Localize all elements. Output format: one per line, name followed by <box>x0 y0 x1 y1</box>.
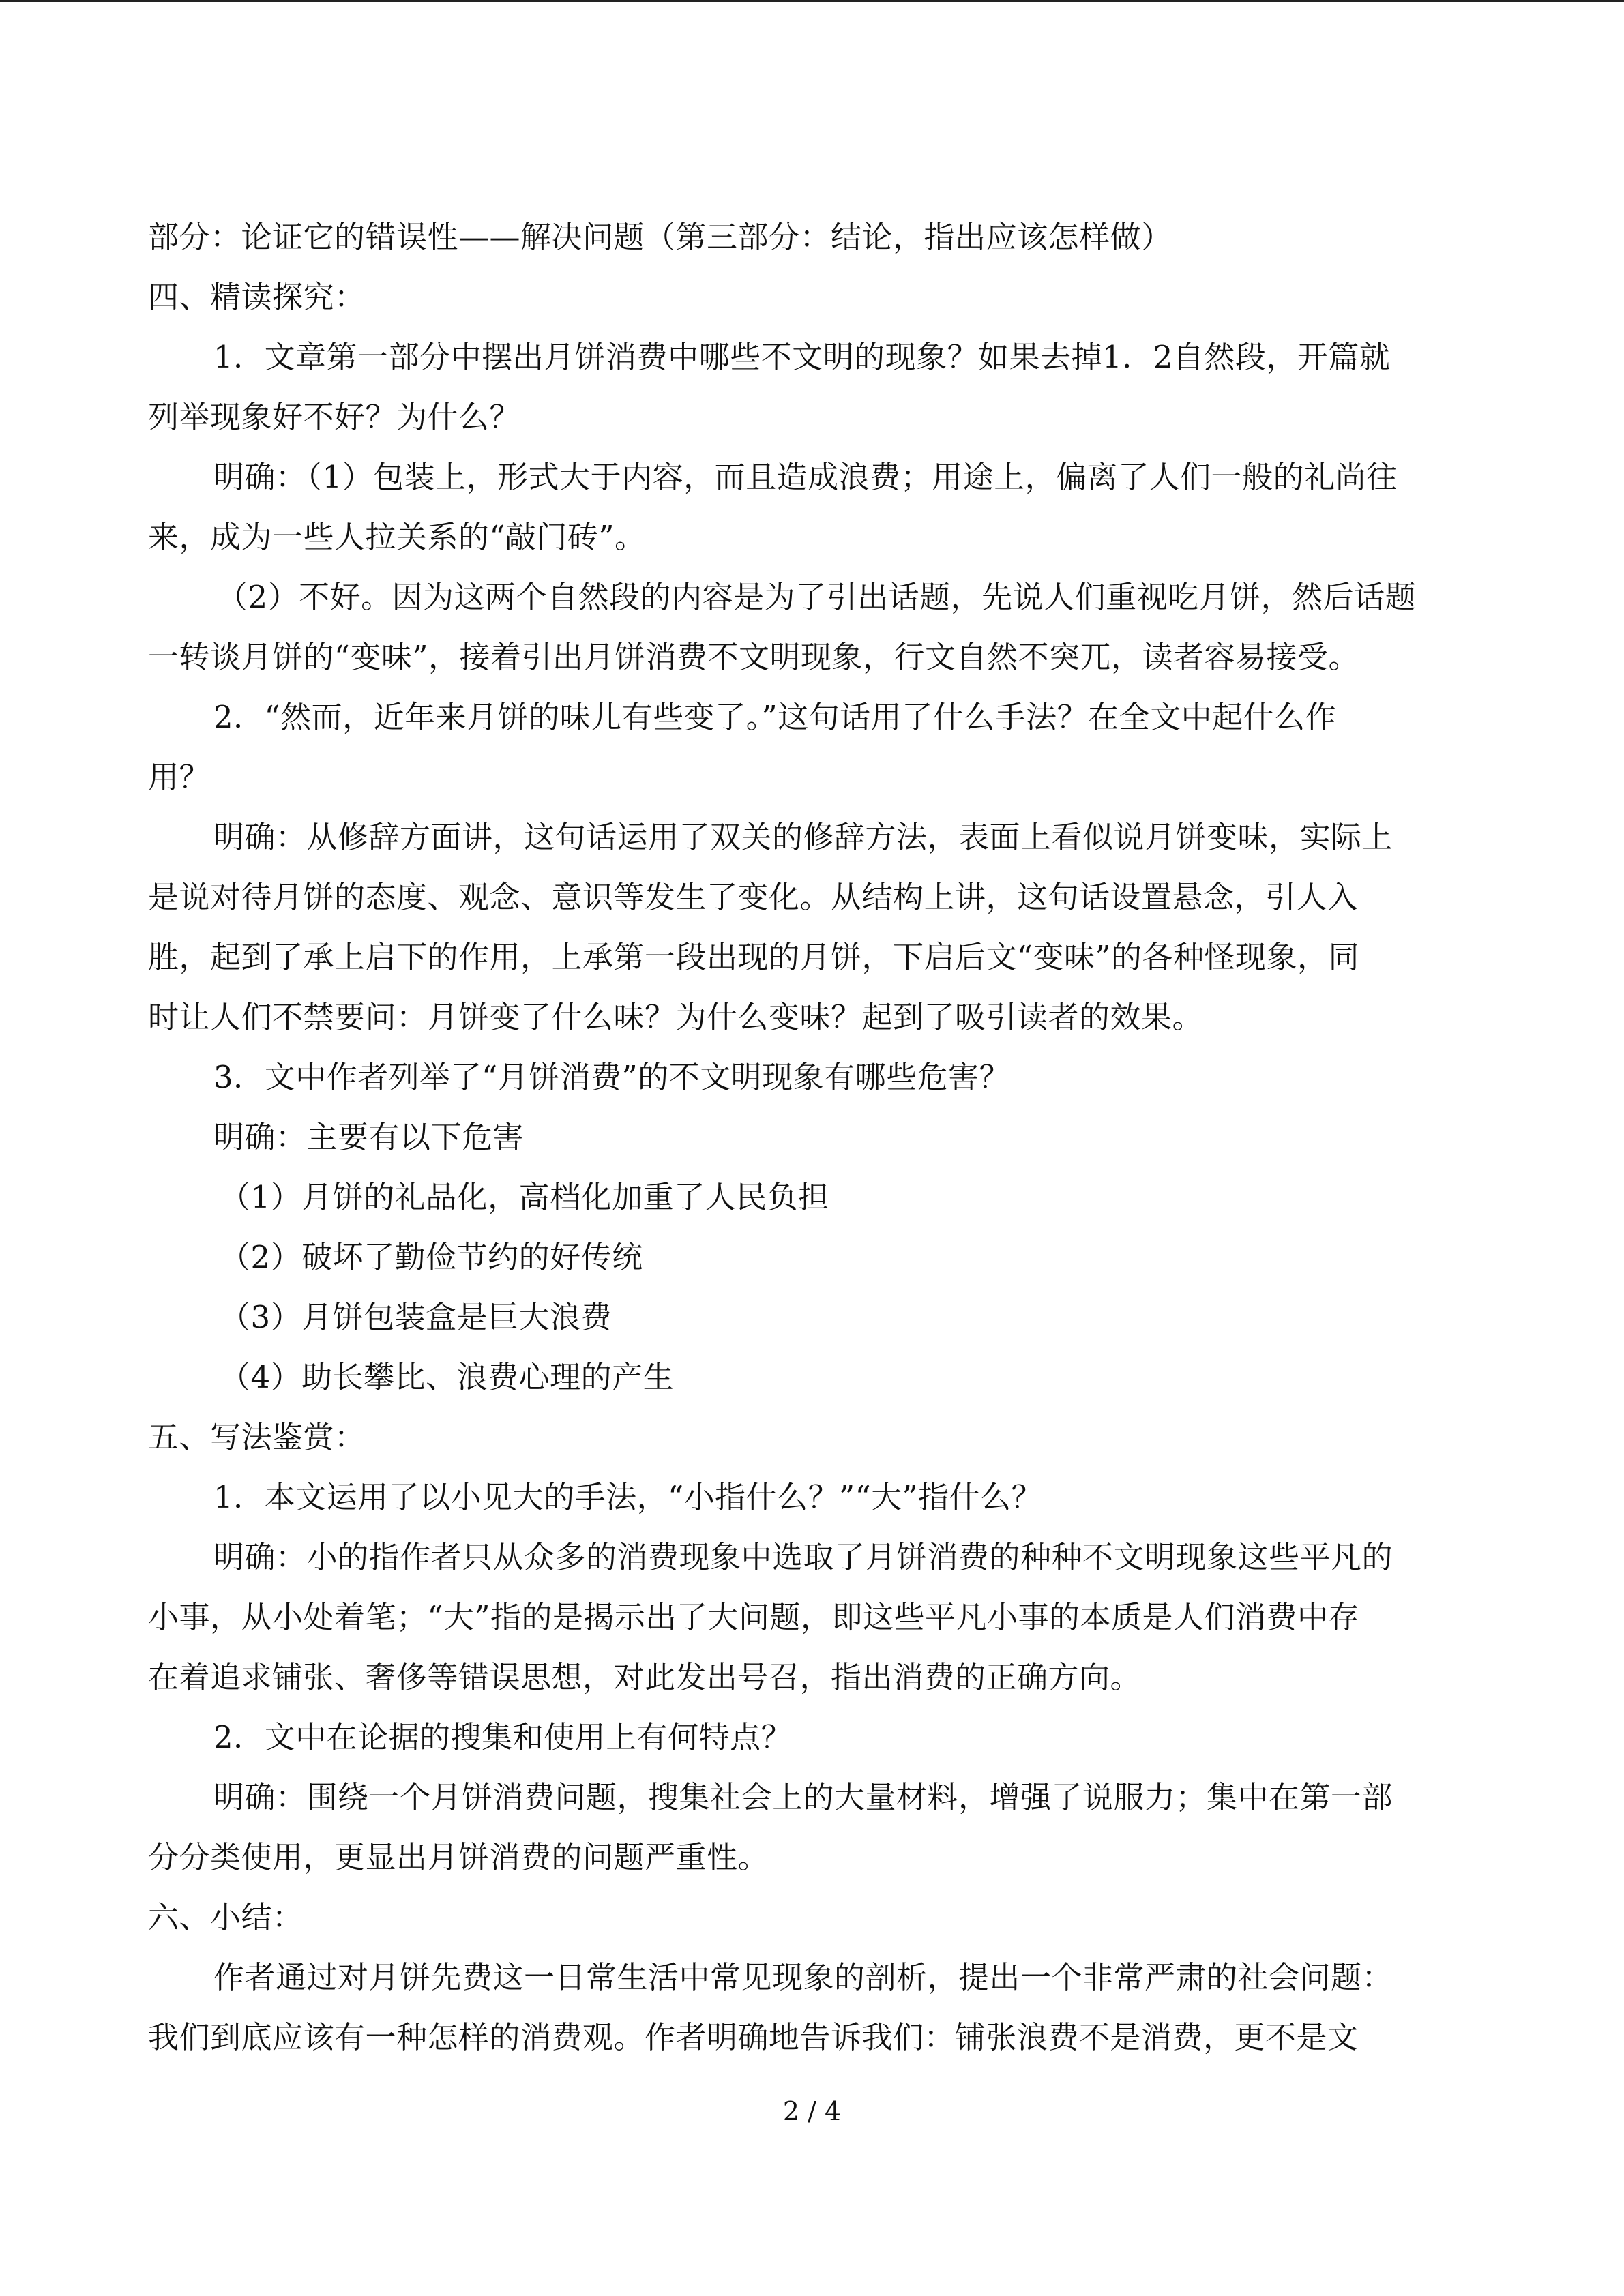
text-line: 时让人们不禁要问：月饼变了什么味？为什么变味？起到了吸引读者的效果。 <box>148 999 1204 1035</box>
text-line: 在着追求铺张、奢侈等错误思想，对此发出号召，指出消费的正确方向。 <box>148 1659 1142 1695</box>
answer-line: 明确：小的指作者只从众多的消费现象中选取了月饼消费的种种不文明现象这些平凡的 <box>213 1539 1393 1575</box>
summary-line: 作者通过对月饼先费这一日常生活中常见现象的剖析，提出一个非常严肃的社会问题： <box>213 1959 1393 1995</box>
answer-line: 明确：（1）包装上，形式大于内容，而且造成浪费；用途上，偏离了人们一般的礼尚往 <box>213 459 1398 495</box>
text-line: 部分：论证它的错误性——解决问题（第三部分：结论，指出应该怎样做） <box>148 219 1172 255</box>
text-line: 是说对待月饼的态度、观念、意识等发生了变化。从结构上讲，这句话设置悬念，引人入 <box>148 879 1359 915</box>
answer-line: 明确：主要有以下危害 <box>213 1119 525 1155</box>
section-heading: 四、精读探究： <box>148 279 366 315</box>
question-line: 3．文中作者列举了“月饼消费”的不文明现象有哪些危害？ <box>213 1059 1011 1095</box>
answer-line: 明确：围绕一个月饼消费问题，搜集社会上的大量材料，增强了说服力；集中在第一部 <box>213 1779 1393 1815</box>
list-item: （4）助长攀比、浪费心理的产生 <box>220 1359 675 1395</box>
question-line: 1．本文运用了以小见大的手法，“小指什么？”“大”指什么？ <box>213 1479 1043 1515</box>
text-line: 一转谈月饼的“变味”，接着引出月饼消费不文明现象，行文自然不突兀，读者容易接受。 <box>148 639 1360 675</box>
list-item: （3）月饼包装盒是巨大浪费 <box>220 1299 612 1335</box>
text-line: 我们到底应该有一种怎样的消费观。作者明确地告诉我们：铺张浪费不是消费，更不是文 <box>148 2019 1359 2055</box>
page-number: 2 / 4 <box>782 2096 842 2126</box>
section-heading: 五、写法鉴赏： <box>148 1419 366 1455</box>
text-line: 来，成为一些人拉关系的“敲门砖”。 <box>148 519 646 555</box>
text-line: 胜，起到了承上启下的作用，上承第一段出现的月饼，下启后文“变味”的各种怪现象，同 <box>148 939 1360 975</box>
list-item: （2）破坏了勤俭节约的好传统 <box>220 1239 643 1275</box>
section-heading: 六、小结： <box>148 1899 304 1935</box>
list-item: （1）月饼的礼品化，高档化加重了人民负担 <box>220 1179 829 1215</box>
text-line: 小事，从小处着笔；“大”指的是揭示出了大问题，即这些平凡小事的本质是人们消费中存 <box>148 1599 1360 1635</box>
text-line: 分分类使用，更显出月饼消费的问题严重性。 <box>148 1839 769 1875</box>
question-line: 2．“然而，近年来月饼的味儿有些变了。”这句话用了什么手法？在全文中起什么作 <box>213 699 1337 735</box>
question-line: 2．文中在论据的搜集和使用上有何特点？ <box>213 1719 793 1755</box>
answer-line: 明确：从修辞方面讲，这句话运用了双关的修辞方法，表面上看似说月饼变味，实际上 <box>213 819 1393 855</box>
text-line: 列举现象好不好？为什么？ <box>148 399 521 435</box>
question-line: 1．文章第一部分中摆出月饼消费中哪些不文明的现象？如果去掉1．2自然段，开篇就 <box>213 339 1391 375</box>
answer-line: （2）不好。因为这两个自然段的内容是为了引出话题，先说人们重视吃月饼，然后话题 <box>217 579 1417 615</box>
text-line: 用？ <box>148 759 211 795</box>
